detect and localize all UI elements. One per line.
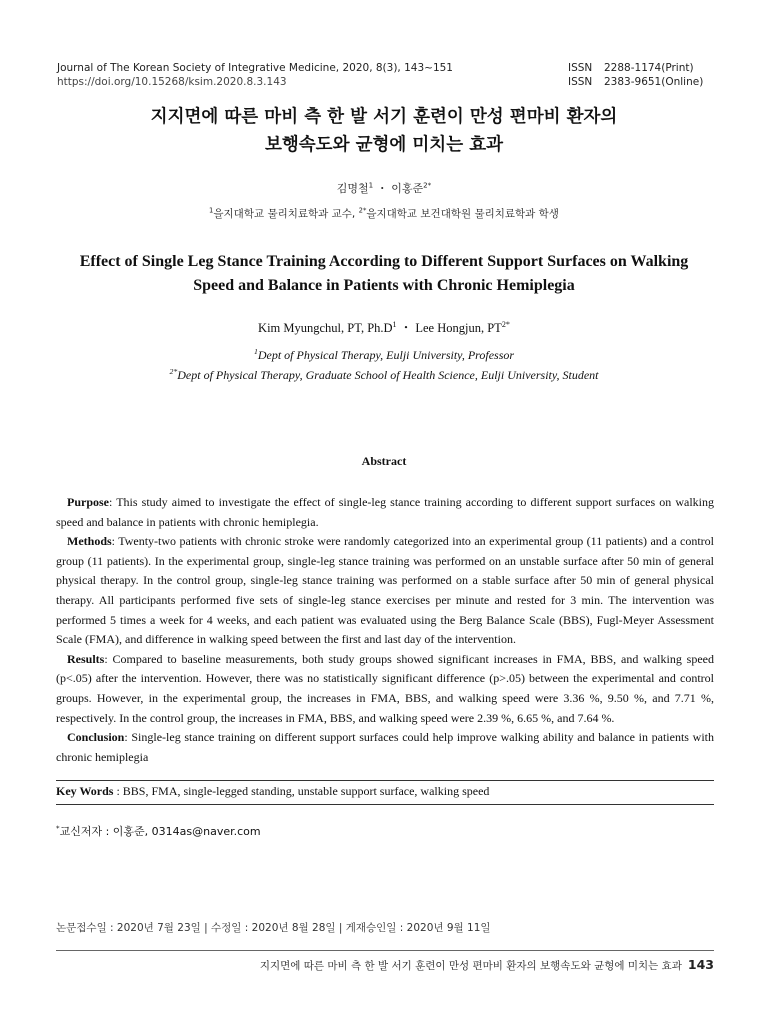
korean-author1: 김명철: [336, 182, 369, 195]
korean-title: [0, 103, 768, 159]
english-affil1: Dept of Physical Therapy, Eulji University, Professor: [257, 348, 515, 362]
results-text: : Compared to baseline measurements, both study groups showed significant increases in FMA, BBS, and walking speed (p<.05) after the intervention. However, there was no statistically significant difference (p>.05) between the experimental and control groups. However, in the experimental group, the increases in FMA, BBS, and walking speed were 3.36 %, 9.50 %, and 7.71 %, respectively. In the control group, the increases in FMA, BBS, and walking speed were 2.39 %, 6.65 %, and 7.64 %.: [56, 651, 714, 725]
korean-author2: 이홍준: [391, 182, 424, 195]
abstract-results: [56, 650, 714, 728]
journal-header: [57, 61, 453, 89]
abstract-conclusion: [56, 728, 714, 767]
keywords-top-rule: [56, 780, 714, 781]
english-authors: [0, 318, 768, 336]
english-title-line2: Speed and Balance in Patients with Chronic Hemiplegia: [193, 277, 575, 294]
korean-title-line1: 지지면에 따른 마비 측 한 발 서기 훈련이 만성 편마비 환자의: [150, 107, 618, 127]
methods-text: : Twenty-two patients with chronic stroke were randomly categorized into an experimental group (11 patients) and a control group (11 patients). In the experimental group, single-leg stance training was performed on an unstable surface after 50 min of general physical therapy. In the control group, single-leg stance training was performed on a stable surface after 50 min of general physical therapy. All participants performed five sets of single-leg stance exercises per minute and rested for 3 min. The intervention was performed 5 times a week for 4 weeks, and each patient was evaluated using the Berg Balance Scale (BBS), Fugl-Meyer Assessment Scale (FMA), and difference in walking speed between the first and last day of the intervention.: [56, 534, 714, 647]
issn-block: [568, 61, 703, 89]
issn-label: ISSN: [568, 62, 593, 74]
english-affil2-row: [0, 365, 768, 385]
korean-title-line2: 보행속도와 균형에 미치는 효과: [264, 135, 504, 155]
purpose-label: Purpose: [67, 495, 109, 509]
english-affil2: Dept of Physical Therapy, Graduate School of Health Science, Eulji University, Student: [177, 368, 599, 382]
page-footer: [260, 957, 714, 973]
abstract-purpose: [56, 493, 714, 532]
korean-affil2-sup: 2*: [358, 206, 367, 215]
author-separator: ・: [373, 182, 392, 195]
english-title: [40, 250, 728, 298]
journal-citation: Journal of The Korean Society of Integrative Medicine, 2020, 8(3), 143~151: [57, 62, 453, 74]
conclusion-label: Conclusion: [67, 730, 125, 745]
english-author1-sup: 1: [392, 319, 397, 329]
issn-online-row: [568, 75, 703, 89]
abstract-body: [56, 493, 714, 767]
keywords-bottom-rule: [56, 804, 714, 805]
issn-online: 2383-9651(Online): [604, 76, 704, 88]
korean-authors: [0, 180, 768, 196]
keywords-text: : BBS, FMA, single-legged standing, unstable support surface, walking speed: [113, 784, 490, 798]
korean-author1-sup: 1: [368, 180, 374, 190]
english-affil1-row: [0, 345, 768, 365]
english-affil1-sup: 1: [253, 347, 258, 356]
korean-affil1: 을지대학교 물리치료학과 교수,: [213, 208, 359, 220]
issn-print-row: [568, 61, 703, 75]
korean-affil1-sup: 1: [209, 206, 214, 215]
korean-affiliations: [0, 206, 768, 221]
author-separator: ・: [396, 321, 416, 335]
footer-rule: [56, 950, 714, 951]
keywords-label: Key Words: [56, 784, 114, 798]
english-author1: Kim Myungchul, PT, Ph.D: [258, 321, 393, 335]
conclusion-text: : Single-leg stance training on different support surfaces could help improve walking ability and balance in patients with chronic hemiplegia: [56, 730, 714, 764]
issn-print: 2288-1174(Print): [604, 62, 694, 74]
english-title-line1: Effect of Single Leg Stance Training According to Different Support Surfaces on Walking: [79, 253, 689, 270]
korean-author2-sup: 2*: [423, 180, 432, 190]
english-affiliations: [0, 345, 768, 385]
page-number: 143: [687, 957, 714, 972]
english-affil2-sup: 2*: [169, 367, 178, 376]
english-author2: Lee Hongjun, PT: [415, 321, 502, 335]
issn-label: ISSN: [568, 76, 593, 88]
abstract-methods: [56, 532, 714, 650]
correspondence-mark: *: [56, 823, 60, 833]
keywords-line: [56, 784, 489, 799]
correspondence-text: 교신저자 : 이홍준, 0314as@naver.com: [59, 825, 261, 838]
methods-label: Methods: [67, 534, 112, 549]
correspondence: [56, 823, 261, 839]
purpose-text: : This study aimed to investigate the effect of single-leg stance training according to different support surfaces on walking speed and balance in patients with chronic hemiplegia.: [56, 495, 714, 529]
results-label: Results: [67, 651, 105, 666]
korean-affil2: 을지대학교 보건대학원 물리치료학과 학생: [366, 208, 559, 220]
submission-dates: 논문접수일 : 2020년 7월 23일 | 수정일 : 2020년 8월 28일 | 게재승인일 : 2020년 9월 11일: [56, 922, 491, 934]
doi-link[interactable]: https://doi.org/10.15268/ksim.2020.8.3.143: [57, 76, 287, 88]
abstract-heading: Abstract: [361, 454, 407, 468]
running-title: 지지면에 따른 마비 측 한 발 서기 훈련이 만성 편마비 환자의 보행속도와 균형에 미치는 효과: [259, 960, 682, 972]
english-author2-sup: 2*: [501, 319, 510, 329]
